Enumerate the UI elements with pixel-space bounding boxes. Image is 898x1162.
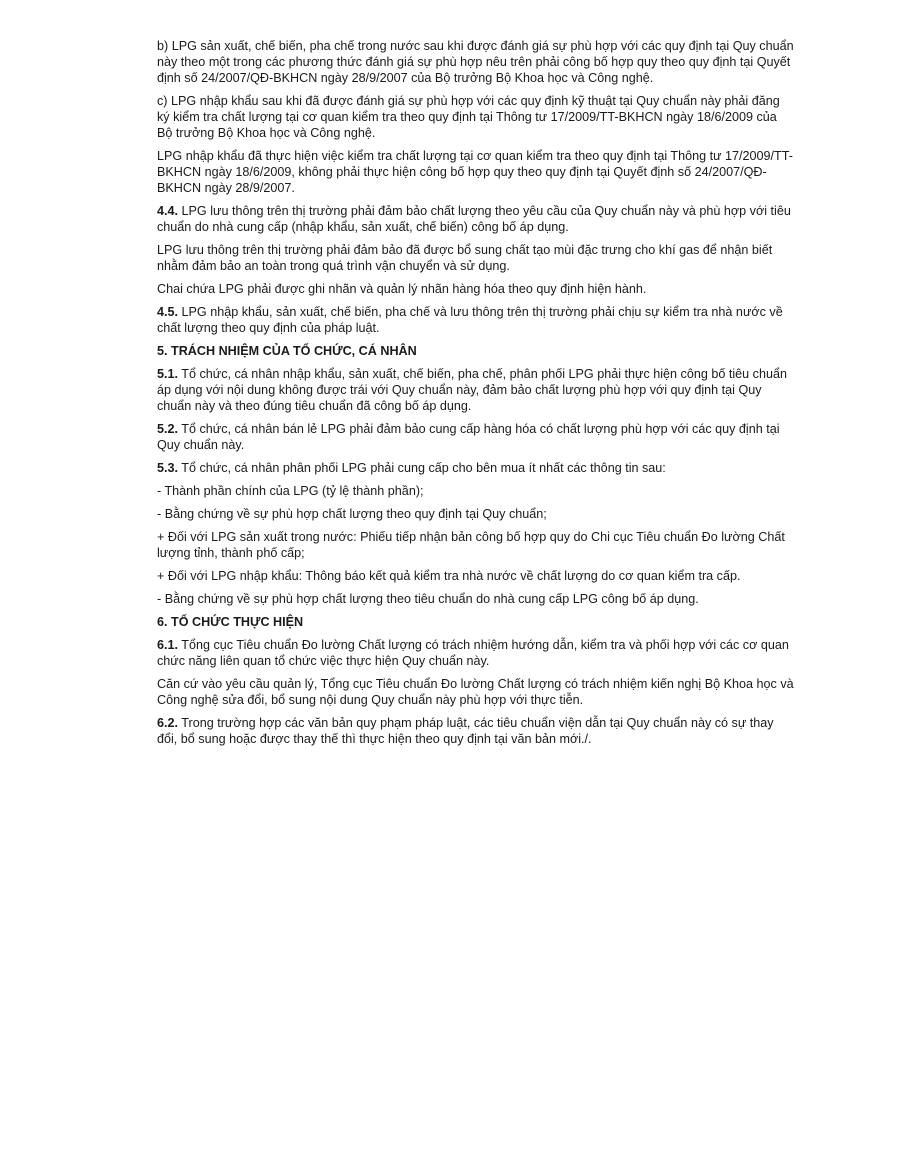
- clause-4-4-labeling: Chai chứa LPG phải được ghi nhãn và quản lý nhãn hàng hóa theo quy định hiện hành.: [157, 282, 647, 296]
- clause-5-2: [157, 421, 795, 453]
- clause-text: Trong trường hợp các văn bản quy phạm pháp luật, các tiêu chuẩn viện dẫn tại Quy chuẩn này có sự thay đổi, bổ sung hoặc được thay thế thì thực hiện theo quy định tại văn bản mới./.: [157, 716, 774, 746]
- clause-4-5: [157, 304, 795, 336]
- clause-4-4: [157, 203, 795, 235]
- list-item: - Thành phần chính của LPG (tỷ lệ thành phần);: [157, 484, 424, 498]
- section-6-heading: 6. TỔ CHỨC THỰC HIỆN: [157, 615, 304, 629]
- clause-6-2: [157, 715, 795, 747]
- clause-text: Tổ chức, cá nhân phân phối LPG phải cung cấp cho bên mua ít nhất các thông tin sau:: [178, 461, 666, 475]
- paragraph-c-note: LPG nhập khẩu đã thực hiện việc kiểm tra chất lượng tại cơ quan kiểm tra theo quy định tại Thông tư 17/2009/TT-BKHCN ngày 18/6/2009, không phải thực hiện công bố hợp quy theo quy định tại Quyết định số 24/2007/QĐ-BKHCN ngày 28/9/2007.: [157, 149, 793, 195]
- paragraph-b: b) LPG sản xuất, chế biến, pha chế trong nước sau khi được đánh giá sự phù hợp với các quy định tại Quy chuẩn này theo một trong các phương thức đánh giá sự phù hợp nêu trên phải công bố hợp quy theo quy định tại Quyết định số 24/2007/QĐ-BKHCN ngày 28/9/2007 của Bộ trưởng Bộ Khoa học và Công nghệ.: [157, 39, 794, 85]
- list-item: + Đối với LPG sản xuất trong nước: Phiếu tiếp nhận bản công bố hợp quy do Chi cục Tiêu chuẩn Đo lường Chất lượng tỉnh, thành phố cấp;: [157, 530, 785, 560]
- paragraph-c: c) LPG nhập khẩu sau khi đã được đánh giá sự phù hợp với các quy định kỹ thuật tại Quy chuẩn này phải đăng ký kiểm tra chất lượng tại cơ quan kiểm tra theo quy định tại Thông tư 17/2009/TT-BKHCN ngày 18/6/2009 của Bộ trưởng Bộ Khoa học và Công nghệ.: [157, 94, 780, 140]
- clause-4-4-odorant: LPG lưu thông trên thị trường phải đảm bảo đã được bổ sung chất tạo mùi đặc trưng cho khí gas để nhận biết nhằm đảm bảo an toàn trong quá trình vận chuyển và sử dụng.: [157, 243, 773, 273]
- clause-number: 5.3.: [157, 461, 179, 475]
- clause-text: Tổ chức, cá nhân nhập khẩu, sản xuất, chế biến, pha chế, phân phối LPG phải thực hiện công bố tiêu chuẩn áp dụng với nội dung không được trái với Quy chuẩn này, đảm bảo chất lượng phù hợp với quy định tại Quy chuẩn này và theo đúng tiêu chuẩn đã công bố áp dụng.: [157, 367, 787, 413]
- clause-text: Tổng cục Tiêu chuẩn Đo lường Chất lượng có trách nhiệm hướng dẫn, kiểm tra và phối hợp với các cơ quan chức năng liên quan tổ chức việc thực hiện Quy chuẩn này.: [157, 638, 789, 668]
- clause-number: 5.1.: [157, 367, 179, 381]
- clause-number: 4.4.: [157, 204, 179, 218]
- clause-number: 5.2.: [157, 422, 179, 436]
- clause-text: LPG lưu thông trên thị trường phải đảm bảo chất lượng theo yêu cầu của Quy chuẩn này và phù hợp với tiêu chuẩn do nhà cung cấp (nhập khẩu, sản xuất, chế biến) công bố áp dụng.: [157, 204, 791, 234]
- list-item: - Bằng chứng về sự phù hợp chất lượng theo tiêu chuẩn do nhà cung cấp LPG công bố áp dụng.: [157, 592, 699, 606]
- clause-text: Tổ chức, cá nhân bán lẻ LPG phải đảm bảo cung cấp hàng hóa có chất lượng phù hợp với các quy định tại Quy chuẩn này.: [157, 422, 780, 452]
- list-item: + Đối với LPG nhập khẩu: Thông báo kết quả kiểm tra nhà nước về chất lượng do cơ quan kiểm tra cấp.: [157, 569, 741, 583]
- clause-number: 6.1.: [157, 638, 179, 652]
- clause-number: 4.5.: [157, 305, 179, 319]
- clause-5-3: [157, 460, 795, 476]
- clause-6-1: [157, 637, 795, 669]
- document-page: [157, 38, 795, 754]
- clause-text: LPG nhập khẩu, sản xuất, chế biến, pha chế và lưu thông trên thị trường phải chịu sự kiểm tra nhà nước về chất lượng theo quy định của pháp luật.: [157, 305, 783, 335]
- clause-number: 6.2.: [157, 716, 179, 730]
- clause-5-1: [157, 366, 795, 414]
- clause-6-1-followup: Căn cứ vào yêu cầu quản lý, Tổng cục Tiêu chuẩn Đo lường Chất lượng có trách nhiệm kiến nghị Bộ Khoa học và Công nghệ sửa đổi, bổ sung nội dung Quy chuẩn này phù hợp với thực tiễn.: [157, 677, 794, 707]
- section-5-heading: 5. TRÁCH NHIỆM CỦA TỔ CHỨC, CÁ NHÂN: [157, 344, 417, 358]
- list-item: - Bằng chứng về sự phù hợp chất lượng theo quy định tại Quy chuẩn;: [157, 507, 547, 521]
